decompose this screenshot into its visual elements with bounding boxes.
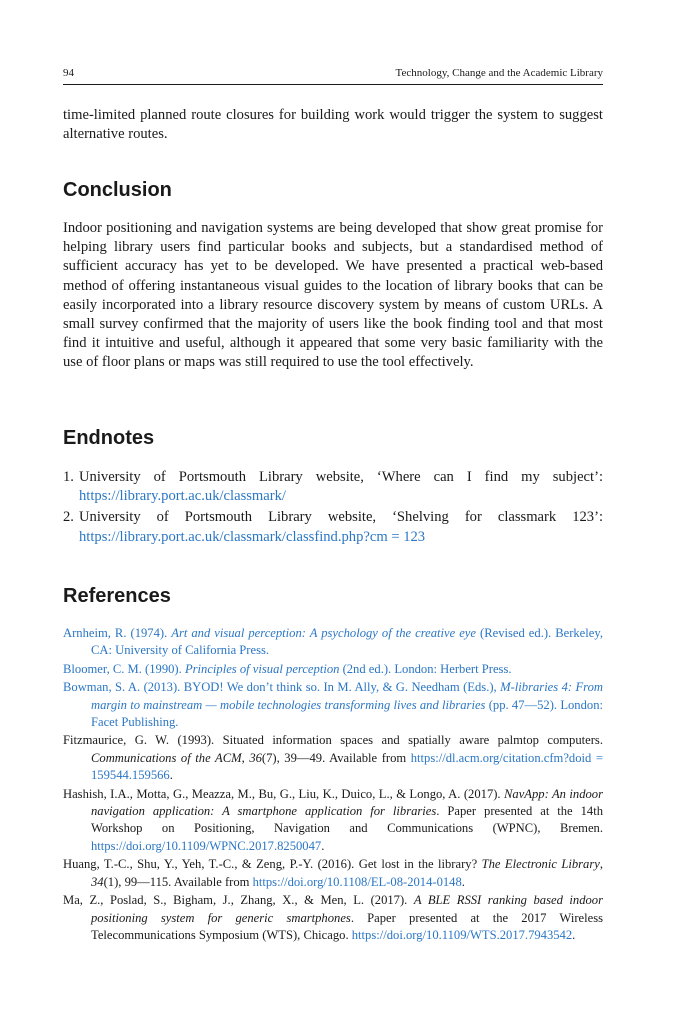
reference-item: [63, 856, 603, 891]
endnote-item: [63, 468, 603, 506]
reference-item: [63, 786, 603, 856]
reference-link[interactable]: https://dl.acm.org/citation.cfm?doid = 159544.159566: [91, 750, 603, 783]
conclusion-heading: Conclusion: [63, 179, 172, 201]
page-number: 94: [63, 67, 74, 79]
reference-text: Huang, T.-C., Shu, Y., Yeh, T.-C., & Zeng, P.-Y. (2016). Get lost in the library?: [63, 857, 482, 872]
reference-link[interactable]: https://doi.org/10.1109/WTS.2017.7943542: [351, 927, 573, 942]
reference-title: Communications of the ACM: [91, 750, 242, 765]
reference-item[interactable]: [63, 625, 603, 660]
reference-text: ,: [241, 750, 250, 765]
reference-text: Fitzmaurice, G. W. (1993). Situated information spaces and spatially aware palmtop computers.: [63, 733, 603, 748]
reference-text: .: [572, 927, 576, 942]
reference-text: (1), 99—115. Available from: [103, 874, 253, 889]
endnote-text: University of Portsmouth Library website, ‘Where can I find my subject’:: [79, 469, 603, 485]
reference-text: .: [321, 838, 325, 853]
conclusion-paragraph: Indoor positioning and navigation systems are being developed that show great promise for helping library users find particular books and subjects, but a standardised method of sufficient accuracy has yet to be developed. We have presented a practical web-based method of offering instantaneous visual guides to the location of library books that can be easily incorporated into a library resource discovery system by means of custom URLs. A small survey confirmed that the majority of users like the book finding tool and that most find it intuitive and useful, although it appeared that some very basic familiarity with the use of floor plans or maps was still required to use the tool effectively.: [63, 220, 603, 371]
reference-title: The Electronic Library: [481, 857, 600, 872]
running-title: Technology, Change and the Academic Library: [395, 67, 603, 79]
endnote-link[interactable]: https://library.port.ac.uk/classmark/classfind.php?cm = 123: [79, 528, 426, 545]
reference-link[interactable]: https://doi.org/10.1109/WPNC.2017.8250047: [91, 838, 322, 853]
endnote-number: 1.: [63, 469, 74, 485]
reference-title: M-libraries 4: From margin to mainstream — mobile technologies transforming lives and libraries: [91, 680, 604, 712]
reference-link[interactable]: https://doi.org/10.1108/EL-08-2014-0148: [252, 874, 462, 889]
references-list: [63, 625, 603, 945]
reference-text: (2nd ed.). London: Herbert Press.: [339, 661, 512, 676]
reference-text: Hashish, I.A., Motta, G., Meazza, M., Bu, G., Liu, K., Duico, L., & Longo, A. (2017).: [63, 786, 505, 801]
endnote-link[interactable]: https://library.port.ac.uk/classmark/: [79, 488, 286, 505]
reference-title: Art and visual perception: A psychology of the creative eye: [171, 626, 476, 640]
reference-text: ,: [599, 857, 603, 872]
reference-text: .: [169, 768, 173, 783]
reference-text: Arnheim, R. (1974).: [63, 626, 172, 640]
running-header: [63, 64, 603, 84]
reference-text: .: [461, 874, 465, 889]
reference-text: (7), 39—49. Available from: [261, 750, 411, 765]
intro-paragraph: time-limited planned route closures for building work would trigger the system to suggest alternative routes.: [63, 107, 603, 143]
reference-title: A BLE RSSI ranking based indoor positioning system for generic smartphones: [91, 893, 603, 925]
reference-text: (pp. 47—52). London: Facet Publishing.: [91, 697, 603, 730]
reference-text: . Paper presented at the 2017 Wireless Telecommunications Symposium (WTS), Chicago.: [91, 910, 603, 942]
reference-volume: 36: [249, 750, 262, 765]
reference-item[interactable]: [63, 679, 603, 731]
endnote-number: 2.: [63, 509, 74, 526]
reference-volume: 34: [91, 874, 104, 889]
endnotes-heading: Endnotes: [63, 427, 155, 449]
header-rule: [63, 84, 603, 85]
reference-text: . Paper presented at the 14th Workshop on Positioning, Navigation and Communications (WPNC), Bremen.: [91, 804, 603, 836]
reference-text: Bowman, S. A. (2013). BYOD! We don’t think so. In M. Ally, & G. Needham (Eds.),: [63, 680, 501, 695]
reference-item: [63, 892, 603, 944]
endnote-text: University of Portsmouth Library website, ‘Shelving for classmark 123’:: [79, 509, 603, 526]
endnote-item: [63, 508, 603, 546]
reference-text: Ma, Z., Poslad, S., Bigham, J., Zhang, X., & Men, L. (2017).: [63, 893, 414, 908]
reference-item: [63, 732, 603, 784]
reference-title: Principles of visual perception: [184, 661, 340, 676]
reference-item[interactable]: [63, 661, 603, 678]
endnotes-list: [63, 468, 603, 549]
reference-title: NavApp: An indoor navigation application: A smartphone application for libraries: [91, 786, 603, 819]
references-heading: References: [63, 585, 171, 607]
reference-text: (Revised ed.). Berkeley, CA: University of California Press.: [91, 626, 603, 658]
reference-text: Bloomer, C. M. (1990).: [63, 661, 185, 676]
